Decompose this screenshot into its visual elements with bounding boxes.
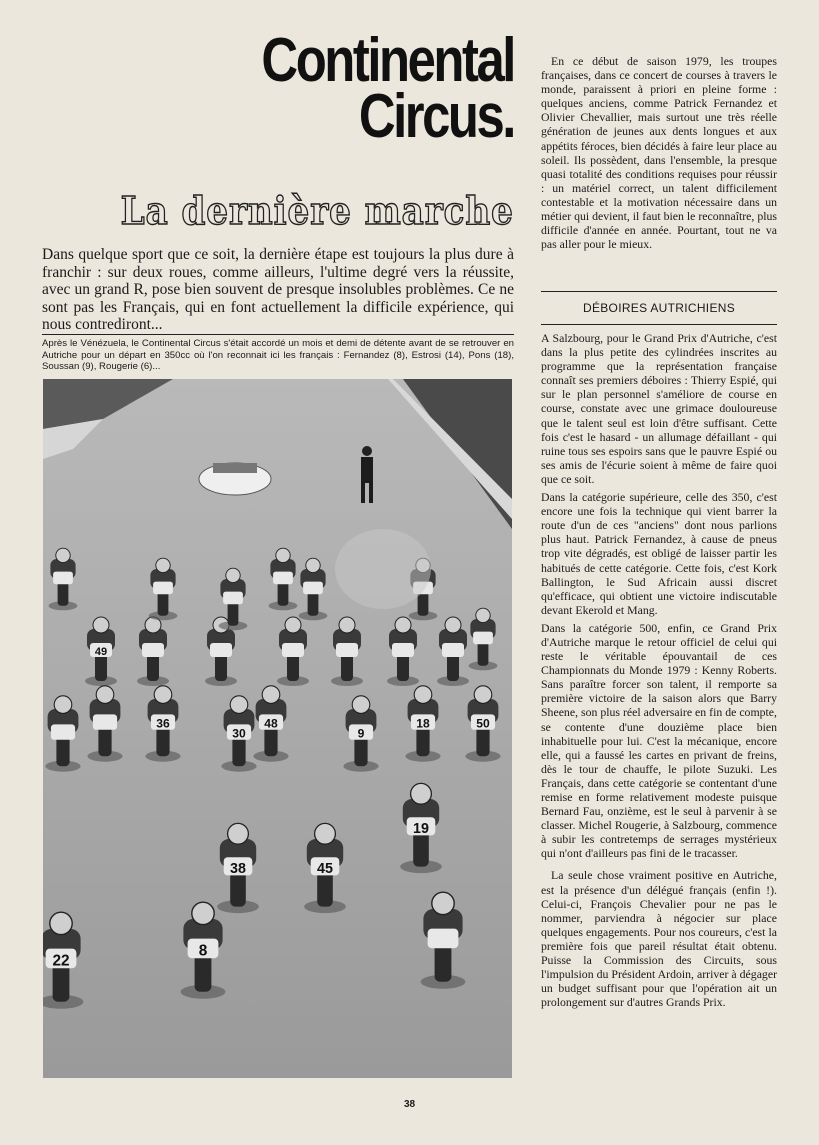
race-number: 9 (357, 726, 365, 741)
title-line-2: Circus. (358, 82, 514, 151)
race-number: 45 (317, 860, 333, 877)
intro-paragraph: En ce début de saison 1979, les troupes françaises, dans ce concert de courses à travers le monde, paraissent à priori en pleine forme : quelques anciens, comme Patrick Fernandez et Olivier Chevallier, mais surtout une très réelle génération de jeunes aux dents longues et aux appétits féroces, bien décidés à faire leur place au soleil. Ils possèdent, dans l'ensemble, la presque quasi totalité des conditions requises pour réussir : un matériel correct, un talent difficilement contestable et la motivation nécessaire dans un métier qui devient, il faut bien le reconnaître, plus difficile d'année en année. Pourtant, tout ne va pas aller pour le mieux. (541, 54, 777, 252)
photo-caption: Après le Vénézuela, le Continental Circus s'était accordé un mois et demi de détente avant de se retrouver en Autriche pour un départ en 350cc où l'on reconnait ici les français : Fernandez (8), Estrosi (14), Pons (18), Soussan (9), Rougerie (6)... (42, 338, 514, 372)
body-paragraph-4: La seule chose vraiment positive en Autriche, est la présence d'un délégué français (enfin !). Celui-ci, François Chevalier pour ne pas le nommer, parviendra à négocier sur place quelques engagements. Pour nos coureurs, c'est la première fois que pareil résultat était obtenu. Puisse la Commission des Circuits, sous l'impulsion du Président Ardoin, arriver à dégager un budget suffisant pour que l'opération ait un prolongement sur d'autres Grands Prix. (541, 868, 777, 1010)
caption-divider (42, 334, 514, 335)
lead-paragraph: Dans quelque sport que ce soit, la dernière étape est toujours la plus dure à franchir : sur deux roues, comme ailleurs, l'ultime degré vers la réussite, avec un grand R, pose bien souvent de presque insolubles problèmes. Ce ne sont pas les Français, qui en font actuellement la difficile expérience, qui nous contrediront... (42, 246, 514, 333)
race-number: 8 (198, 942, 208, 960)
photo-illustration (43, 379, 512, 1078)
body-paragraph-1: A Salzbourg, pour le Grand Prix d'Autriche, c'est dans la plus petite des cylindrées inscrites au programme que la représentation française connaît ses premiers déboires : Thierry Espié, qui sur le plan personnel s'améliore de course en course, constate avec une grimace douloureuse que le talent seul est loin d'être suffisant. Cette fois c'est le hasard - un allumage défaillant - qui ruine tous ses espoirs sans que le pauvre Espié ou ses amis de l'écurie soient à même de faire quoi que ce soit. (541, 331, 777, 486)
race-number: 19 (413, 820, 429, 837)
body-paragraph-3: Dans la catégorie 500, enfin, ce Grand Prix d'Autriche marque le retour officiel de celui qui reste le véritable épouvantail de ces Championnats du Monde 1979 : Kenny Roberts. Sans paraître forcer son talent, il remporte sa première victoire de la saison alors que Barry Sheene, son plus réel adversaire en fin de compte, se contente d'une douzième place bien inhabituelle pour lui. C'est la mécanique, encore elle, qui a faussé les cartes en privant de freins, dès le tour de chauffe, le pilote Suzuki. Les Français, dans cette catégorie se contentant d'une remise en forme relativement modeste puisque Bernard Fau, onzième, est le seul à parvenir à se classer. Michel Rougerie, à Salzbourg, commence à subir les contretemps de serrages mystérieux qui n'ont d'ailleurs pas fini de le tracasser. (541, 620, 777, 861)
race-number: 36 (156, 716, 170, 731)
title-line-1: Continental (261, 26, 514, 95)
race-number: 30 (232, 726, 246, 741)
race-number: 49 (94, 646, 108, 658)
article-subtitle: La dernière marche (120, 188, 514, 233)
race-start-photo (43, 379, 512, 1078)
race-number: 22 (52, 952, 70, 970)
article-title (261, 26, 514, 151)
race-number: 18 (416, 716, 430, 731)
body-column (541, 331, 777, 1013)
section-heading: DÉBOIRES AUTRICHIENS (541, 291, 777, 325)
page-number: 38 (403, 1099, 416, 1110)
race-number: 50 (476, 716, 490, 731)
race-number: 38 (230, 860, 246, 877)
intro-column (541, 54, 777, 255)
body-paragraph-2: Dans la catégorie supérieure, celle des 350, c'est encore une fois la technique qui vient barrer la route d'un de ces "anciens" dont nous parlions plus haut. Patrick Fernandez, à cause de pneus trop vite dégradés, est obligé de laisser partir les habitués de cette catégorie. Cette fois, c'est Kork Ballington, le Sud Africain aussi discret qu'efficace, qui obtient une victoire indiscutable devant Ekerold et Mang. (541, 490, 777, 617)
race-number: 48 (264, 716, 278, 731)
